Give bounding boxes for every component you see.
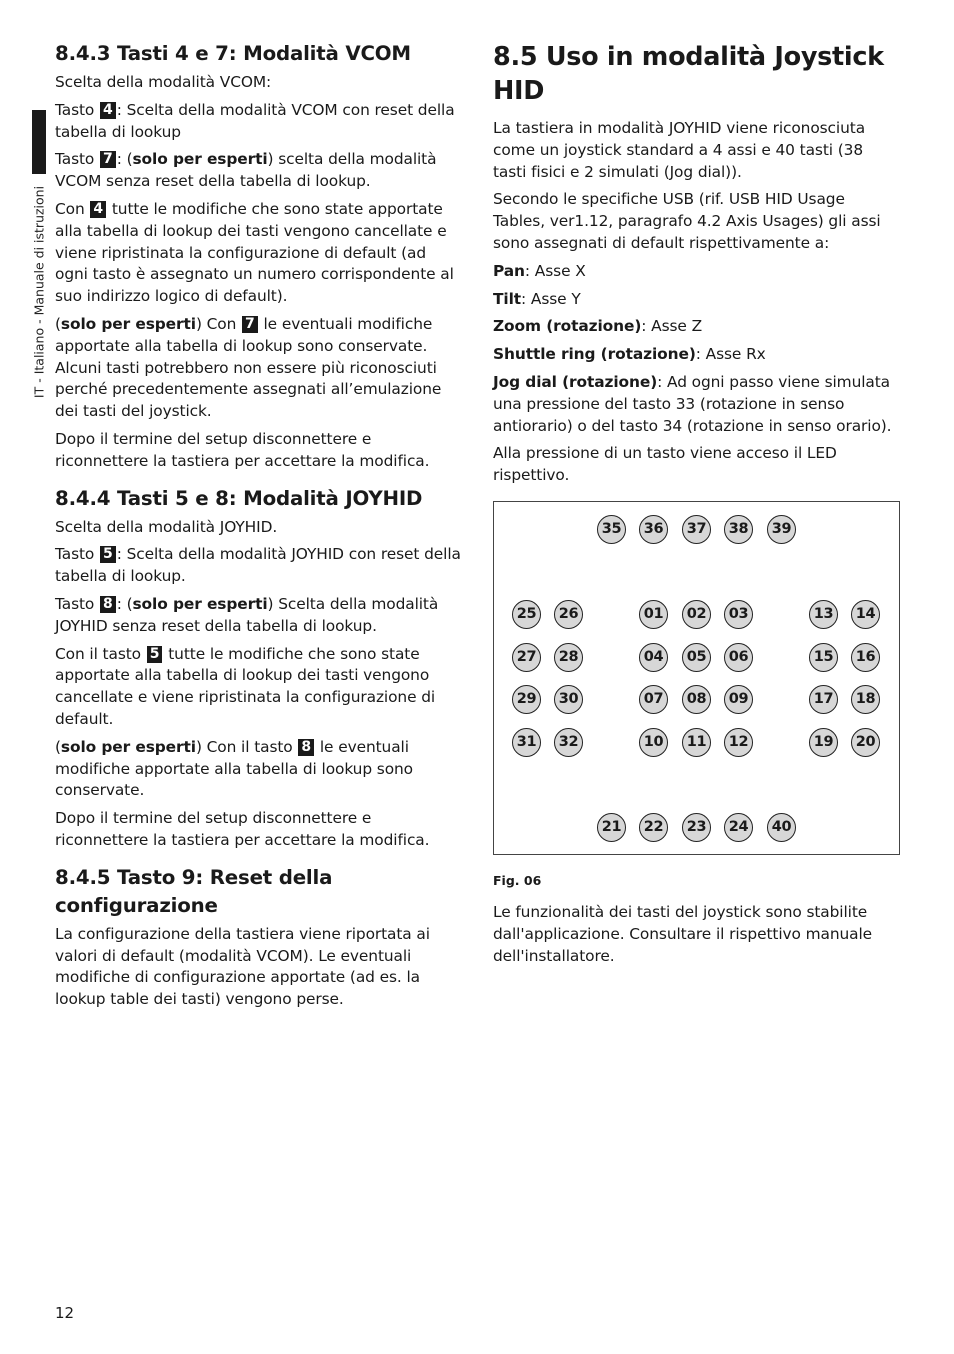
page-number: 12	[55, 1304, 75, 1322]
joystick-button-40: 40	[767, 813, 796, 842]
joystick-button-31: 31	[512, 728, 541, 757]
paragraph: Scelta della modalità JOYHID.	[55, 517, 278, 536]
paragraph: Tasto 4 : Scelta della modalità VCOM con reset della tabella di lookup	[55, 100, 455, 141]
joystick-button-09: 09	[724, 685, 753, 714]
key-badge: 5	[100, 546, 116, 563]
key-badge: 7	[100, 151, 116, 168]
joystick-button-07: 07	[639, 685, 668, 714]
joystick-button-25: 25	[512, 600, 541, 629]
key-badge: 4	[100, 102, 116, 119]
joystick-button-08: 08	[682, 685, 711, 714]
joystick-button-11: 11	[682, 728, 711, 757]
joystick-button-23: 23	[682, 813, 711, 842]
joystick-button-10: 10	[639, 728, 668, 757]
joystick-button-37: 37	[682, 515, 711, 544]
joystick-button-28: 28	[554, 643, 583, 672]
joystick-button-02: 02	[682, 600, 711, 629]
joystick-button-12: 12	[724, 728, 753, 757]
paragraph: Secondo le specifiche USB (rif. USB HID Usage Tables, ver1.12, paragrafo 4.2 Axis Usages) gli assi sono assegnati di default rispettivamente a:	[493, 190, 881, 252]
side-tab-marker	[32, 110, 46, 174]
paragraph: Tasto 7 : (solo per esperti) scelta della modalità VCOM senza reset della tabella di lookup.	[55, 150, 437, 191]
joystick-button-16: 16	[851, 643, 880, 672]
joystick-button-27: 27	[512, 643, 541, 672]
heading-8-4-4: 8.4.4 Tasti 5 e 8: Modalità JOYHID	[55, 486, 423, 510]
joystick-button-35: 35	[597, 515, 626, 544]
heading-8-4-5: 8.4.5 Tasto 9: Reset della configurazione	[55, 865, 333, 917]
paragraph: Dopo il termine del setup disconnettere e riconnettere la tastiera per accettare la modifica.	[55, 429, 430, 470]
joystick-button-17: 17	[809, 685, 838, 714]
joystick-button-15: 15	[809, 643, 838, 672]
jog-dial-text: Jog dial (rotazione): Ad ogni passo viene simulata una pressione del tasto 33 (rotazione in senso antiorario) o del tasto 34 (rotazione in senso orario).	[493, 372, 892, 435]
joystick-button-36: 36	[639, 515, 668, 544]
paragraph: Tasto 8 : (solo per esperti) Scelta della modalità JOYHID senza reset della tabella di lookup.	[55, 594, 439, 635]
joystick-button-32: 32	[554, 728, 583, 757]
paragraph: Dopo il termine del setup disconnettere e riconnettere la tastiera per accettare la modifica.	[55, 809, 430, 849]
joystick-button-14: 14	[851, 600, 880, 629]
key-badge: 7	[242, 316, 258, 333]
joystick-button-19: 19	[809, 728, 838, 757]
paragraph: (solo per esperti) Con il tasto 8 le eventuali modifiche apportate alla tabella di lookup sono conservate.	[55, 737, 413, 800]
joystick-button-04: 04	[639, 643, 668, 672]
paragraph: Le funzionalità dei tasti del joystick sono stabilite dall'applicazione. Consultare il rispettivo manuale dell'installatore.	[493, 902, 873, 965]
joystick-button-30: 30	[554, 685, 583, 714]
joystick-button-13: 13	[809, 600, 838, 629]
joystick-button-18: 18	[851, 685, 880, 714]
axis-tilt: Tilt: Asse Y	[493, 289, 581, 308]
joystick-button-21: 21	[597, 813, 626, 842]
paragraph: Alla pressione di un tasto viene acceso il LED rispettivo.	[493, 444, 837, 485]
joystick-button-05: 05	[682, 643, 711, 672]
heading-8-5: 8.5 Uso in modalità Joystick HID	[493, 42, 884, 106]
joystick-button-20: 20	[851, 728, 880, 757]
key-badge: 8	[298, 739, 314, 756]
figure-caption: Fig. 06	[493, 872, 542, 888]
key-badge: 8	[100, 596, 116, 613]
paragraph: La tastiera in modalità JOYHID viene riconosciuta come un joystick standard a 4 assi e 40 tasti (38 tasti fisici e 2 simulati (Jog dial)).	[493, 119, 866, 181]
joystick-button-29: 29	[512, 685, 541, 714]
left-column	[55, 40, 462, 1017]
joystick-button-03: 03	[724, 600, 753, 629]
axis-zoom: Zoom (rotazione): Asse Z	[493, 317, 703, 336]
joystick-button-39: 39	[767, 515, 796, 544]
joystick-button-22: 22	[639, 813, 668, 842]
axis-pan: Pan: Asse X	[493, 261, 586, 280]
joystick-button-06: 06	[724, 643, 753, 672]
joystick-button-26: 26	[554, 600, 583, 629]
paragraph: Tasto 5 : Scelta della modalità JOYHID con reset della tabella di lookup.	[55, 545, 461, 586]
joystick-button-38: 38	[724, 515, 753, 544]
paragraph: La configurazione della tastiera viene riportata ai valori di default (modalità VCOM). Le eventuali modifiche di configurazione apportate (ad es. la lookup table dei tasti) vengono perse.	[55, 924, 430, 1009]
joystick-button-24: 24	[724, 813, 753, 842]
paragraph: Scelta della modalità VCOM:	[55, 73, 272, 91]
joystick-button-01: 01	[639, 600, 668, 629]
key-badge: 5	[147, 646, 163, 663]
axis-shuttle: Shuttle ring (rotazione): Asse Rx	[493, 345, 766, 364]
paragraph: (solo per esperti) Con 7 le eventuali modifiche apportate alla tabella di lookup sono conservate. Alcuni tasti potrebbero non essere più riconosciuti perché precedentemente assegnati all’emulazione dei tasti del joystick.	[55, 314, 442, 421]
joystick-button-diagram	[493, 501, 900, 855]
key-badge: 4	[90, 201, 106, 218]
side-label: IT - Italiano - Manuale di istruzioni	[31, 185, 47, 399]
paragraph: Con 4 tutte le modifiche che sono state apportate alla tabella di lookup dei tasti vengono cancellate e viene ripristinata la configurazione di default (ad ogni tasto è assegnato un numero corrispondente al suo indirizzo logico di default).	[55, 199, 454, 306]
right-column	[493, 40, 900, 973]
paragraph: Con il tasto 5 tutte le modifiche che sono state apportate alla tabella di lookup dei tasti vengono cancellate e viene ripristinata la configurazione di default.	[55, 644, 436, 728]
heading-8-4-3: 8.4.3 Tasti 4 e 7: Modalità VCOM	[55, 42, 411, 65]
